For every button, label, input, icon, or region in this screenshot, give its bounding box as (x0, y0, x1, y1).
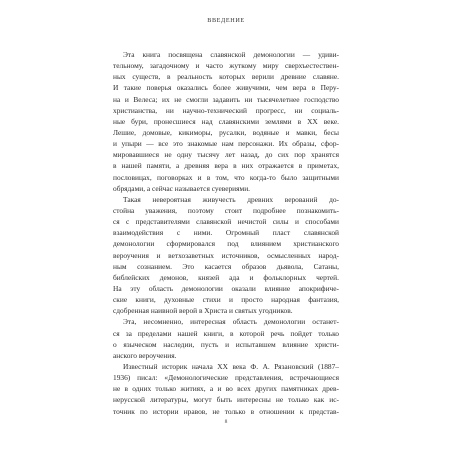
paragraph-4-line-2: 1936) писал: «Демонологические представления, встречающиеся (113, 373, 339, 383)
paragraph-1-line-4: И такие поверья оказались более живучими, чем вера в Перу- (113, 83, 339, 93)
paragraph-2-line-1: Такая невероятная живучесть древних верований до- (123, 194, 339, 204)
running-head: ВВЕДЕНИЕ (207, 17, 245, 24)
paragraph-1-line-13: обрядами, а сейчас называется суевериями. (113, 183, 251, 193)
paragraph-1-line-11: в нашей памяти, а древняя вера в них отражается в приметах, (113, 161, 339, 171)
paragraph-2-line-4: взаимодействия с ними. Огромный пласт славянской (113, 228, 339, 238)
paragraph-1-line-9: и упыри — все это знакомые нам персонажи. Их образы, сфор- (113, 139, 339, 149)
paragraph-4-line-5: точник по истории нравов, не только в отношении к представ- (113, 406, 339, 416)
book-page (113, 0, 339, 450)
body-text (113, 49, 339, 417)
paragraph-3-line-3: о языческом наследии, пусть и испытавшем влияние христи- (113, 339, 339, 349)
paragraph-1-line-1: Эта книга посвящена славянской демонологии — удиви- (123, 50, 339, 59)
paragraph-1-line-2: тельному, загадочному и часто жуткому миру сверхъестествен- (113, 61, 339, 71)
paragraph-1-line-5: на и Велеса; их не смогли задавить ни тысячелетнее господство (113, 94, 339, 104)
paragraph-4-line-3: не в одних только житиях, а и во всех других памятниках древ- (113, 384, 339, 394)
paragraph-1-line-8: Лешие, домовые, кикиморы, русалки, водяные и мавки, бесы (113, 127, 339, 137)
paragraph-3-line-4: анского вероучения. (113, 350, 177, 360)
paragraph-2-line-6: вероучения и ветхозаветных источников, осмысленных народ- (113, 250, 339, 260)
paragraph-1-line-12: пословицах, поговорках и в том, что когда-то было защитными (113, 172, 339, 182)
paragraph-1-line-6: христианства, ни научно-технический прогресс, ни социаль- (113, 105, 339, 115)
paragraph-2-line-7: ным сознанием. Это касается образов дьявола, Сатаны, (113, 261, 339, 271)
page-number: 8 (224, 419, 228, 425)
paragraph-2-line-3: ся с представителями славянской нечистой силы и способами (113, 217, 339, 227)
paragraph-1-line-7: ные бури, пронесшиеся над славянскими землями в XX веке. (113, 116, 339, 126)
paragraph-2-line-2: стойна уважения, поэтому стоит подробнее познакомить- (113, 205, 339, 215)
paragraph-2-line-10: ские книги, духовные стихи и просто народная фантазия, (113, 295, 339, 305)
paragraph-4-line-1: Известный историк начала XX века Ф. А. Рязановский (1887– (123, 361, 339, 371)
paragraph-1-line-10: мировавшиеся не одну тысячу лет назад, до сих пор хранятся (113, 150, 339, 160)
paragraph-2-line-9: На эту область демонологии оказали влияние апокрифиче- (113, 283, 339, 293)
paragraph-2-line-11: сдобренная наивной верой в Христа и святых угодников. (113, 306, 293, 316)
paragraph-3-line-1: Эта, несомненно, интересная область демонологии останет- (123, 317, 339, 327)
paragraph-3-line-2: ся за пределами нашей книги, в которой речь пойдет только (113, 328, 339, 338)
paragraph-2-line-8: библейских демонов, князей ада и фольклорных чертей. (113, 272, 339, 282)
paragraph-2-line-5: демонологии сформировался под влиянием христианского (113, 239, 339, 249)
paragraph-4-line-4: нерусской литературы, могут быть интересны не только как ис- (113, 395, 339, 405)
paragraph-1-line-3: ных существ, в реальность которых верили древние славяне. (113, 72, 339, 82)
